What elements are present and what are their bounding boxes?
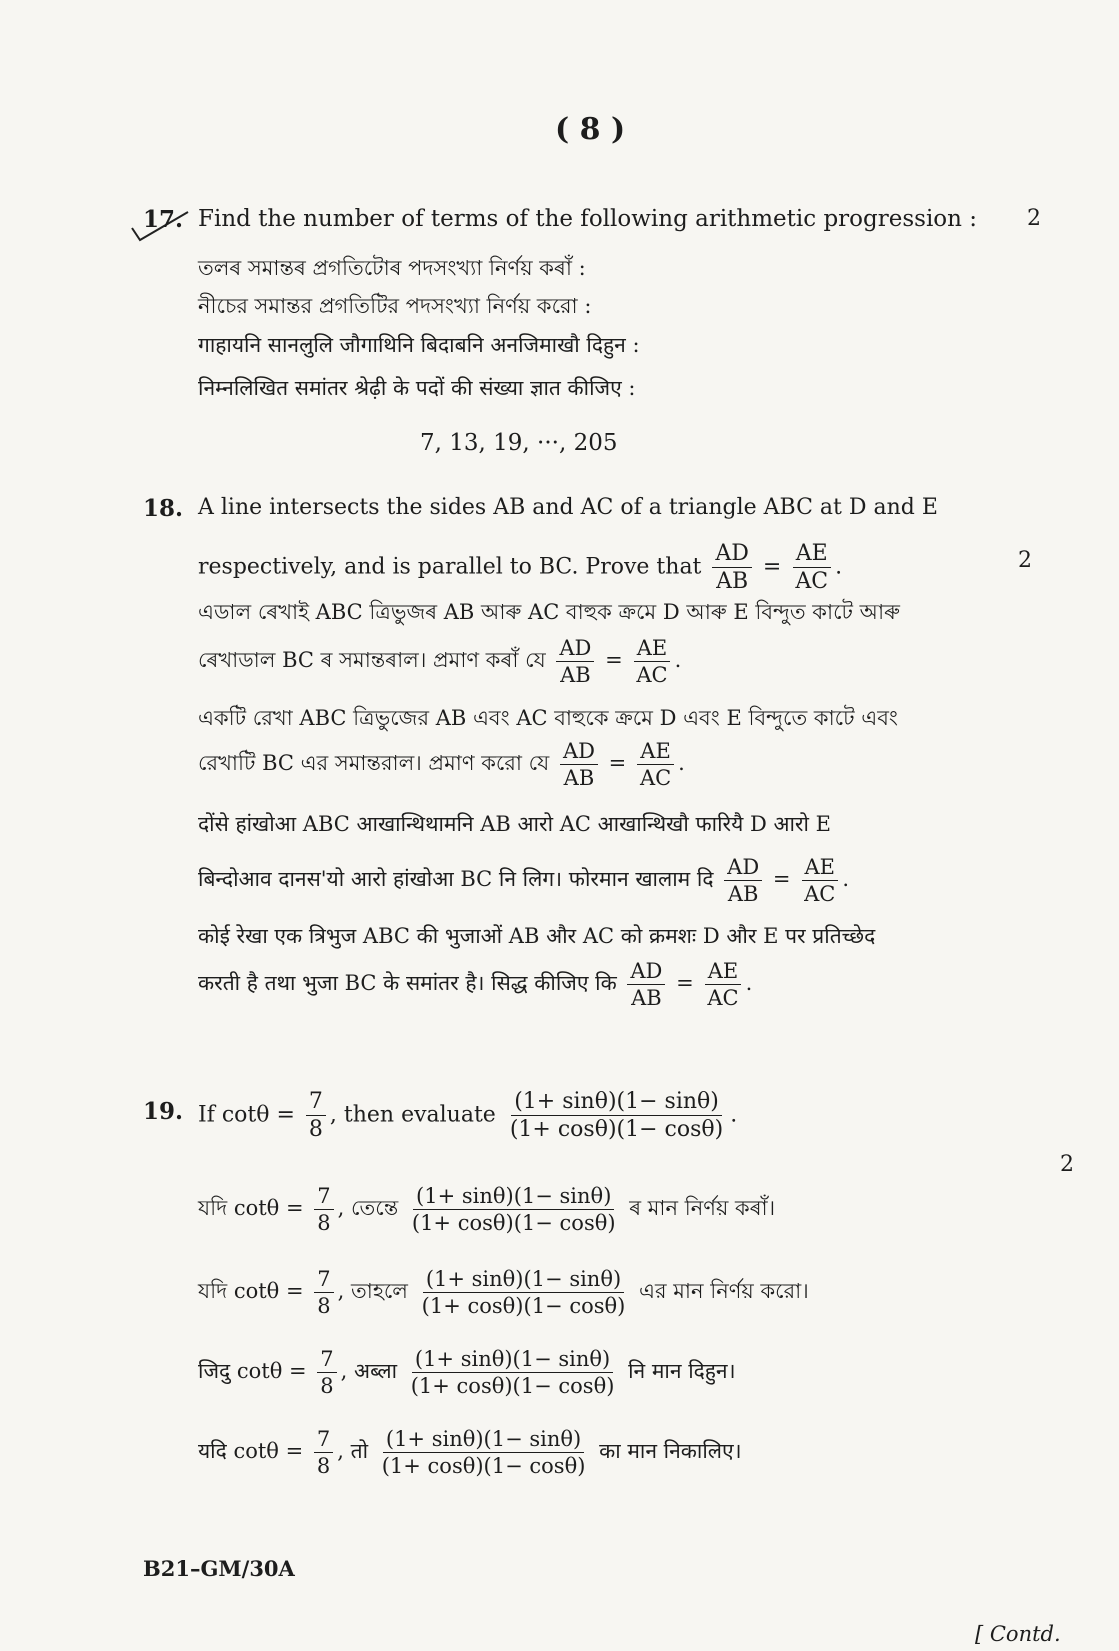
fraction-numerator: (1+ sinθ)(1− sinθ) [383, 1428, 584, 1453]
fraction-denominator: AB [560, 663, 591, 688]
fraction-ad-ab [627, 960, 665, 1009]
fraction-ae-ac [792, 542, 831, 593]
q19-bodo [198, 1348, 736, 1397]
q18-hindi-text: करती है तथा भुजा BC के समांतर है। सिद्ध कीजिए कि [198, 971, 617, 996]
fraction-denominator: AC [639, 766, 672, 791]
q18-marks: 2 [1018, 548, 1032, 573]
q19-then-text: , तो [337, 1439, 369, 1464]
fraction-denominator: (1+ cosθ)(1− cosθ) [411, 1211, 616, 1236]
fraction-denominator: (1+ cosθ)(1− cosθ) [421, 1294, 626, 1319]
fraction-ad-ab [556, 637, 594, 686]
paper-code: B21–GM/30A [143, 1556, 295, 1581]
fraction-ae-ac [637, 740, 674, 789]
fraction-seven-eighths [314, 1268, 333, 1317]
q18-bengali-text: রেখাটি BC এর সমান্তরাল। প্রমাণ করো যে [198, 751, 550, 776]
q17-hindi: निम्नलिखित समांतर श्रेढ़ी के पदों की संख्या ज्ञात कीजिए : [198, 376, 636, 400]
q17-bodo: गाहायनि सानलुलि जौगाथिनि बिदाबनि अनजिमाखौ दिहुन : [198, 333, 640, 357]
q18-english-text: respectively, and is parallel to BC. Prove that [198, 554, 702, 580]
q17-bengali: নীচের সমান্তর প্রগতিটির পদসংখ্যা নির্ণয় করো : [198, 294, 592, 318]
q17-english: Find the number of terms of the following arithmetic progression : [198, 206, 978, 232]
fraction-seven-eighths [314, 1185, 333, 1234]
q17-sequence: 7, 13, 19, ···, 205 [420, 430, 618, 456]
fraction-ad-ab [712, 542, 752, 593]
q18-number: 18. [143, 495, 184, 522]
continued-label: [ Contd. [975, 1622, 1061, 1646]
fraction-denominator: (1+ cosθ)(1− cosθ) [381, 1454, 586, 1479]
q19-tail-text: ৰ মান নিৰ্ণয় কৰাঁ। [629, 1196, 776, 1221]
fraction-numerator: AD [556, 637, 594, 662]
fraction-denominator: 8 [308, 1117, 323, 1143]
q19-if-text: যদি cotθ = [198, 1196, 304, 1221]
q18-english-line2: respectively, and is parallel to BC. Prove that $\frac{AD}{AB}$ = $\frac{AE}{AC}$ . [198, 541, 843, 595]
trig-fraction [409, 1185, 619, 1234]
trig-fraction [379, 1428, 589, 1477]
q19-if-text: जिदु cotθ = [198, 1359, 307, 1384]
fraction-denominator: AC [804, 882, 836, 907]
q19-if-text: If cotθ = [198, 1102, 295, 1128]
fraction-seven-eighths [317, 1348, 336, 1397]
q19-then-text: , তেন্তে [337, 1196, 399, 1221]
fraction-denominator: 8 [317, 1294, 331, 1319]
q19-tail-text: का मान निकालिए। [599, 1439, 742, 1464]
fraction-denominator: (1+ cosθ)(1− cosθ) [509, 1117, 724, 1143]
q18-bodo-line1: दोंसे हांखोआ ABC आखान्थिथामनि AB आरो AC आखान्थिखौ फारियै D आरो E [198, 812, 831, 836]
q19-marks: 2 [1060, 1152, 1074, 1177]
fraction-numerator: 7 [306, 1090, 326, 1116]
q18-english-line1: A line intersects the sides AB and AC of a triangle ABC at D and E [198, 495, 938, 520]
fraction-ad-ab [560, 740, 598, 789]
q17-assamese: তলৰ সমান্তৰ প্ৰগতিটোৰ পদসংখ্যা নিৰ্ণয় কৰাঁ : [198, 256, 586, 280]
q17-number: 17. [143, 206, 184, 233]
q19-english: If cotθ = $\frac{7}{8}$ , then evaluate $\frac{(1+ \sin\theta)(1- \sin\theta)}{(1+ \cos\theta)(1- \cos\theta)}$ . [198, 1089, 738, 1143]
q19-bengali [198, 1268, 809, 1317]
page-number: ( 8 ) [555, 112, 626, 147]
fraction-denominator: AC [636, 663, 668, 688]
fraction-numerator: (1+ sinθ)(1− sinθ) [423, 1268, 624, 1293]
q19-number: 19. [143, 1098, 184, 1125]
fraction-denominator: AB [563, 766, 595, 791]
trig-fraction [408, 1348, 618, 1397]
q19-then-text: , তাহলে [337, 1279, 408, 1304]
fraction-numerator: (1+ sinθ)(1− sinθ) [412, 1348, 613, 1373]
fraction-ae-ac [704, 960, 741, 1009]
fraction-numerator: (1+ sinθ)(1− sinθ) [511, 1090, 722, 1116]
fraction-numerator: AD [627, 960, 665, 985]
fraction-denominator: AB [727, 882, 759, 907]
fraction-seven-eighths [314, 1428, 333, 1477]
fraction-denominator: AB [631, 986, 662, 1011]
q18-hindi-line2: करती है तथा भुजा BC के समांतर है। सिद्ध कीजिए कि $\frac{AD}{AB}$ = $\frac{AE}{AC}$ . [198, 959, 753, 1011]
fraction-seven-eighths [306, 1090, 326, 1141]
fraction-numerator: 7 [314, 1185, 333, 1210]
fraction-numerator: 7 [317, 1348, 336, 1373]
fraction-numerator: AE [802, 856, 839, 881]
fraction-numerator: AD [724, 856, 762, 881]
fraction-numerator: 7 [314, 1428, 333, 1453]
q17-marks: 2 [1027, 206, 1041, 231]
q18-bengali-line1: একটি রেখা ABC ত্রিভুজের AB এবং AC বাহুকে ক্রমে D এবং E বিন্দুতে কাটে এবং [198, 706, 898, 730]
q19-if-text: যদি cotθ = [198, 1279, 304, 1304]
fraction-denominator: 8 [316, 1454, 331, 1479]
fraction-ae-ac [633, 637, 670, 686]
q19-assamese [198, 1185, 775, 1234]
fraction-denominator: 8 [317, 1211, 331, 1236]
q18-assamese-line2: ৰেখাডাল BC ৰ সমান্তৰাল। প্ৰমাণ কৰাঁ যে $\frac{AD}{AB}$ = $\frac{AE}{AC}$ . [198, 636, 682, 688]
fraction-numerator: (1+ sinθ)(1− sinθ) [413, 1185, 614, 1210]
fraction-numerator: AD [560, 740, 598, 765]
fraction-denominator: AC [795, 569, 829, 595]
fraction-denominator: AC [707, 986, 739, 1011]
q19-hindi [198, 1428, 742, 1477]
fraction-numerator: 7 [314, 1268, 333, 1293]
fraction-denominator: AB [716, 569, 749, 595]
fraction-numerator: AE [705, 960, 742, 985]
q19-tail-text: नि मान दिहुन। [628, 1359, 736, 1384]
q19-if-text: यदि cotθ = [198, 1439, 304, 1464]
trig-fraction [507, 1090, 726, 1141]
q19-then-text: , अब्ला [340, 1359, 398, 1384]
q18-bengali-line2: রেখাটি BC এর সমান্তরাল। প্রমাণ করো যে $\frac{AD}{AB}$ = $\frac{AE}{AC}$ . [198, 739, 685, 791]
fraction-numerator: AE [634, 637, 671, 662]
fraction-numerator: AD [712, 542, 752, 568]
trig-fraction [419, 1268, 629, 1317]
q18-hindi-line1: कोई रेखा एक त्रिभुज ABC की भुजाओं AB और AC को क्रमशः D और E पर प्रतिच्छेद [198, 924, 876, 948]
q18-bodo-text: बिन्दोआव दानस'यो आरो हांखोआ BC नि लिग। फोरमान खालाम दि [198, 867, 714, 892]
fraction-numerator: AE [793, 542, 831, 568]
fraction-ad-ab [724, 856, 762, 905]
fraction-denominator: 8 [320, 1374, 334, 1399]
q18-bodo-line2: बिन्दोआव दानस'यो आरो हांखोआ BC नि लिग। फोरमान खालाम दि $\frac{AD}{AB}$ = $\frac{AE}{AC}$ . [198, 855, 850, 907]
fraction-numerator: AE [637, 740, 674, 765]
q18-assamese-text: ৰেখাডাল BC ৰ সমান্তৰাল। প্ৰমাণ কৰাঁ যে [198, 648, 546, 673]
q19-then-text: , then evaluate [329, 1102, 496, 1128]
fraction-ae-ac [801, 856, 838, 905]
fraction-denominator: (1+ cosθ)(1− cosθ) [410, 1374, 615, 1399]
q19-tail-text: এর মান নির্ণয় করো। [639, 1279, 809, 1304]
q18-assamese-line1: এডাল ৰেখাই ABC ত্ৰিভুজৰ AB আৰু AC বাহুক ক্ৰমে D আৰু E বিন্দুত কাটে আৰু [198, 600, 900, 624]
